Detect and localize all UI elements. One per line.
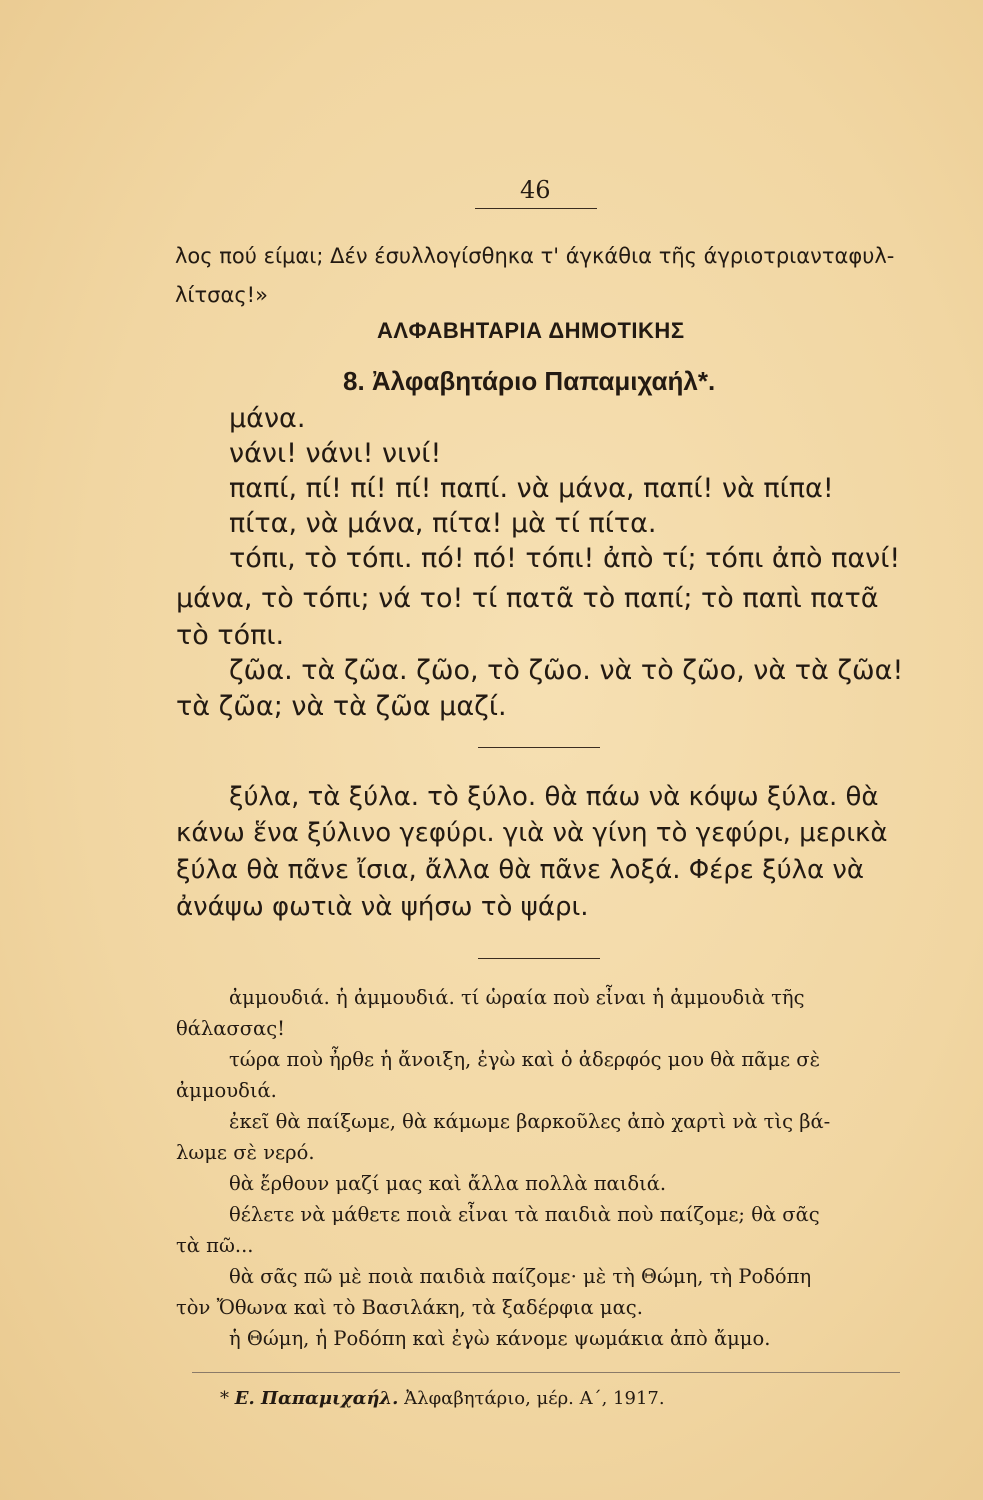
- block1-line-2: νάνι! νάνι! νινί!: [229, 438, 442, 469]
- block3-line-7: θὰ ἔρθουν μαζί μας καὶ ἄλλα πολλὰ παιδιά.: [229, 1172, 667, 1195]
- top-text-line-1: λος πού είμαι; Δέν έσυλλογίσθηκα τ' άγκάθια τῆς άγριοτριανταφυλ-: [175, 244, 895, 268]
- block1-line-4: πίτα, νὰ μάνα, πίτα! μὰ τί πίτα.: [229, 508, 657, 539]
- block2-line-1: ξύλα, τὰ ξύλα. τὸ ξύλο. θὰ πάω νὰ κόψω ξύλα. θὰ: [229, 782, 879, 812]
- footnote: [220, 1388, 665, 1409]
- block3-line-5: ἐκεῖ θὰ παίξωμε, θὰ κάμωμε βαρκοῦλες ἀπὸ χαρτὶ νὰ τὶς βά-: [229, 1110, 831, 1133]
- footnote-rule: [192, 1372, 900, 1373]
- block3-line-12: ἡ Θώμη, ἡ Ροδόπη καὶ ἐγὼ κάνομε ψωμάκια ἀπὸ ἄμμο.: [229, 1327, 771, 1350]
- footnote-text: Ἀλφαβητάριο, μέρ. Α΄, 1917.: [404, 1388, 665, 1409]
- block3-line-6: λωμε σὲ νερό.: [176, 1141, 315, 1164]
- block1-line-9: τὰ ζῶα; νὰ τὰ ζῶα μαζί.: [176, 691, 507, 722]
- page-number-rule: [475, 208, 597, 209]
- block1-line-8: ζῶα. τὰ ζῶα. ζῶο, τὸ ζῶο. νὰ τὸ ζῶο, νὰ τὰ ζῶα!: [229, 655, 904, 686]
- block2-line-2: κάνω ἕνα ξύλινο γεφύρι. γιὰ νὰ γίνη τὸ γεφύρι, μερικὰ: [176, 818, 888, 848]
- block1-line-7: τὸ τόπι.: [176, 620, 285, 651]
- block1-line-5: τόπι, τὸ τόπι. πό! πό! τόπι! ἀπὸ τί; τόπι ἀπὸ πανί!: [229, 543, 901, 574]
- section-divider-1: [478, 747, 600, 748]
- block1-line-3: παπί, πί! πί! πί! παπί. νὰ μάνα, παπί! νὰ πίπα!: [229, 473, 834, 504]
- block3-line-4: ἀμμουδιά.: [176, 1079, 277, 1102]
- section-heading: ΑΛΦΑΒΗΤΑΡΙΑ ΔΗΜΟΤΙΚΗΣ: [377, 318, 685, 343]
- block3-line-3: τώρα ποὺ ἦρθε ἡ ἄνοιξη, ἐγὼ καὶ ὁ ἀδερφός μου θὰ πᾶμε σὲ: [229, 1048, 821, 1071]
- block2-line-3: ξύλα θὰ πᾶνε ἴσια, ἄλλα θὰ πᾶνε λοξά. Φέρε ξύλα νὰ: [176, 855, 865, 885]
- block2-line-4: ἀνάψω φωτιὰ νὰ ψήσω τὸ ψάρι.: [176, 892, 589, 922]
- block3-line-1: ἀμμουδιά. ἡ ἀμμουδιά. τί ὡραία ποὺ εἶναι ἡ ἀμμουδιὰ τῆς: [229, 986, 805, 1009]
- block1-line-1: μάνα.: [229, 403, 306, 434]
- footnote-marker: *: [220, 1388, 229, 1409]
- page-number: 46: [520, 176, 551, 204]
- block1-line-6: μάνα, τὸ τόπι; νά το! τί πατᾶ τὸ παπί; τὸ παπὶ πατᾶ: [176, 583, 879, 614]
- section-divider-2: [478, 958, 600, 959]
- footnote-author: Ε. Παπαμιχαήλ.: [234, 1388, 399, 1409]
- block3-line-2: θάλασσας!: [176, 1017, 285, 1040]
- top-text-line-2: λίτσας!»: [175, 283, 268, 307]
- block3-line-11: τὸν Ὄθωνα καὶ τὸ Βασιλάκη, τὰ ξαδέρφια μας.: [176, 1296, 643, 1319]
- block3-line-9: τὰ πῶ...: [176, 1234, 254, 1257]
- block3-line-8: θέλετε νὰ μάθετε ποιὰ εἶναι τὰ παιδιὰ ποὺ παίζομε; θὰ σᾶς: [229, 1203, 820, 1226]
- block3-line-10: θὰ σᾶς πῶ μὲ ποιὰ παιδιὰ παίζομε· μὲ τὴ Θώμη, τὴ Ροδόπη: [229, 1265, 812, 1288]
- chapter-title: 8. Ἀλφαβητάριο Παπαμιχαήλ*.: [343, 366, 716, 396]
